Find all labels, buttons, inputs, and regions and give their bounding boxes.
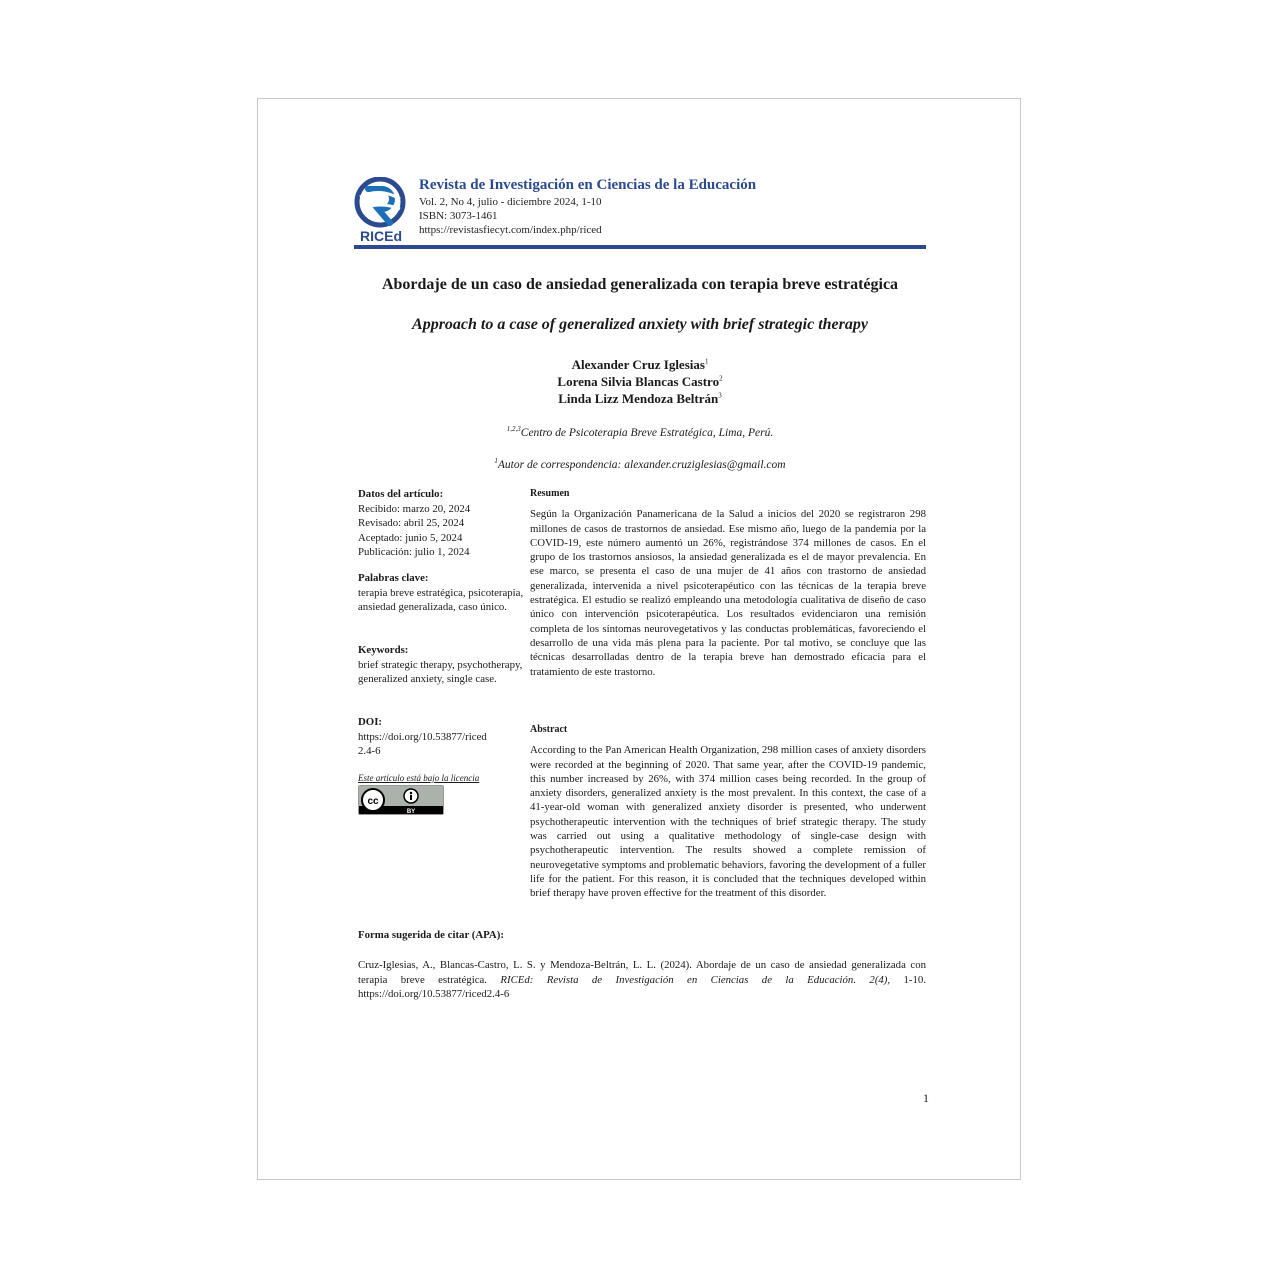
paper-page [257, 98, 1021, 1180]
citation-heading: Forma sugerida de citar (APA): [358, 929, 504, 941]
journal-name: Revista de Investigación en Ciencias de la Educación [419, 177, 757, 193]
title-spanish: Abordaje de un caso de ansiedad generalizada con terapia breve estratégica [381, 276, 899, 293]
abstract-section: Abstract According to the Pan American Health Organization, 298 million cases of anxiety disorders were recorded at the beginning of 2020. That same year, after the COVID-19 pandemic, this number increased by 26%, with 374 million cases being recorded. In the group of anxiety disorders, generalized anxiety is the most prevalent. In this context, the case of a 41-year-old woman with generalized anxiety disorder is presented, who underwent psychotherapeutic intervention with the techniques of brief strategic therapy. The study was carried out using a qualitative methodology of single-case design with psychotherapeutic intervention. The results showed a complete remission of neurovegetative symptoms and problematic behaviors, favoring the development of a fuller life for the patient. For this reason, it is concluded that the techniques developed within brief therapy have proven effective for the treatment of this disorder. [530, 724, 926, 900]
affiliation: $^{1,2,3}$Centro de Psicoterapia Breve Estratégica, Lima, Perú. [506, 425, 774, 439]
cc-label: cc [367, 796, 379, 807]
journal-logo [354, 177, 408, 243]
license-text[interactable]: Este artículo está bajo la licencia [358, 773, 480, 783]
author-3: Linda Lizz Mendoza Beltrán$^3$ [558, 391, 722, 406]
correspondence: $^1$Autor de correspondencia: alexander.cruziglesias@gmail.com [494, 457, 786, 471]
article-data: Datos del artículo: Recibido: marzo 20, 2024 Revisado: abril 25, 2024 Aceptado: junio 5, 2024 Publicación: julio 1, 2024 [358, 488, 471, 558]
resumen-text: Según la Organización Panamericana de la Salud a inicios del 2020 se registraron 298 millones de casos de trastornos de ansiedad. Ese mismo año, luego de la pandemia por la COVID-19, este número aumentó un 26%, registrándose 374 millones de casos. En el grupo de los trastornos ansiosos, la ansiedad generalizada es el de mayor prevalencia. En ese marco, se presenta el caso de una mujer de 41 años con trastorno de ansiedad generalizada, intervenida a nivel psicoterapéutico con las técnicas de la terapia breve estratégica. El estudio se realizó empleando una metodología cualitativa de diseño de caso único con intervención psicoterapéutica. Los resultados evidenciaron una remisión completa de los síntomas neurovegetativos y las conductas problemáticas, favoreciendo el desarrollo de una vida más plena para la paciente. Por tal motivo, se concluye que las técnicas desarrolladas dentro de la terapia breve han demostrado eficacia para el tratamiento de este trastorno. [530, 508, 926, 678]
title-english: Approach to a case of generalized anxiety with brief strategic therapy [412, 316, 868, 333]
citation-text: Cruz-Iglesias, A., Blancas-Castro, L. S. y Mendoza-Beltrán, L. L. (2024). Abordaje de un caso de ansiedad generalizada con terapia breve estratégica. RICEd: Revista de Investigación en Ciencias de la Educación. 2(4), 1-10. https://doi.org/10.53877/riced2.4-6 [358, 959, 926, 1000]
journal-url[interactable]: https://revistasfiecyt.com/index.php/riced [419, 224, 602, 236]
author-2: Lorena Silvia Blancas Castro$^2$ [557, 374, 723, 389]
journal-isbn: ISBN: 3073-1461 [419, 210, 498, 222]
keywords-spanish: Palabras clave: terapia breve estratégica, psicoterapia, ansiedad generalizada, caso único. [358, 572, 524, 613]
logo-text: RICEd [360, 228, 402, 243]
keywords-english: Keywords: brief strategic therapy, psychotherapy, generalized anxiety, single case. [358, 644, 523, 685]
by-label: BY [406, 809, 416, 814]
journal-volume: Vol. 2, No 4, julio - diciembre 2024, 1-10 [419, 196, 602, 208]
header-rule [354, 245, 926, 249]
page-number: 1 [923, 1091, 929, 1105]
author-1: Alexander Cruz Iglesias$^1$ [571, 357, 709, 372]
cc-by-badge[interactable] [358, 785, 444, 815]
resumen-section: Resumen Según la Organización Panamericana de la Salud a inicios del 2020 se registraron 298 millones de casos de trastornos de ansiedad. Ese mismo año, luego de la pandemia por la COVID-19, este número aumentó un 26%, registrándose 374 millones de casos. En el grupo de los trastornos ansiosos, la ansiedad generalizada es el de mayor prevalencia. En ese marco, se presenta el caso de una mujer de 41 años con trastorno de ansiedad generalizada, intervenida a nivel psicoterapéutico con las técnicas de la terapia breve estratégica. El estudio se realizó empleando una metodología cualitativa de diseño de caso único con intervención psicoterapéutica. Los resultados evidenciaron una remisión completa de los síntomas neurovegetativos y las conductas problemáticas, favoreciendo el desarrollo de una vida más plena para la paciente. Por tal motivo, se concluye que las técnicas desarrolladas dentro de la terapia breve han demostrado eficacia para el tratamiento de este trastorno. [530, 488, 926, 678]
doi-link[interactable]: https://doi.org/10.53877/riced 2.4-6 [358, 730, 487, 757]
doi-block: DOI: https://doi.org/10.53877/riced 2.4-6 [358, 715, 528, 759]
abstract-text: According to the Pan American Health Organization, 298 million cases of anxiety disorders were recorded at the beginning of 2020. That same year, after the COVID-19 pandemic, this number increased by 26%, with 374 million cases being recorded. In the group of anxiety disorders, generalized anxiety is the most prevalent. In this context, the case of a 41-year-old woman with generalized anxiety disorder is presented, who underwent psychotherapeutic intervention with the techniques of brief strategic therapy. The study was carried out using a qualitative methodology of single-case design with psychotherapeutic intervention. The results showed a complete remission of neurovegetative symptoms and problematic behaviors, favoring the development of a fuller life for the patient. For this reason, it is concluded that the techniques developed within brief therapy have proven effective for the treatment of this disorder. [530, 744, 926, 900]
